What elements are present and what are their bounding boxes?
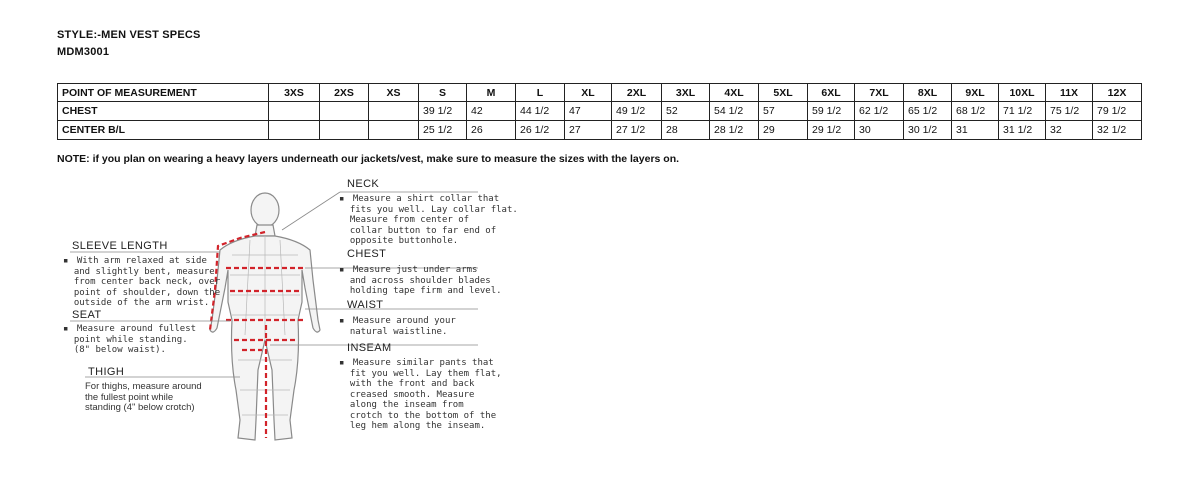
table-cell: 27 <box>565 121 612 140</box>
table-row-center-bl <box>58 121 1142 140</box>
table-cell: 26 <box>467 121 516 140</box>
table-cell: 75 1/2 <box>1046 102 1093 121</box>
table-cell: 68 1/2 <box>952 102 999 121</box>
table-cell: 30 <box>855 121 904 140</box>
row-label: CENTER B/L <box>58 121 269 140</box>
table-cell: 32 <box>1046 121 1093 140</box>
neck-description: ▪ Measure a shirt collar that fits you well. Lay collar flat. Measure from center of collar button to far end of opposite buttonhole. <box>339 194 518 247</box>
column-header: 12X <box>1093 84 1142 102</box>
chest-description: ▪ Measure just under arms and across shoulder blades holding tape firm and level. <box>339 265 502 297</box>
table-cell: 59 1/2 <box>808 102 855 121</box>
sleeve-length-description: ▪ With arm relaxed at side and slightly bent, measure from center back neck, over point of shoulder, down the outside of the arm wrist. <box>63 256 220 309</box>
column-header: 7XL <box>855 84 904 102</box>
waist-label: WAIST <box>347 299 384 311</box>
table-cell: 29 1/2 <box>808 121 855 140</box>
size-spec-table <box>57 83 1142 140</box>
column-header: 9XL <box>952 84 999 102</box>
table-cell <box>369 121 419 140</box>
table-cell: 30 1/2 <box>904 121 952 140</box>
seat-description: ▪ Measure around fullest point while standing. (8" below waist). <box>63 324 196 356</box>
table-cell: 62 1/2 <box>855 102 904 121</box>
table-cell: 47 <box>565 102 612 121</box>
column-header: 6XL <box>808 84 855 102</box>
column-header: 10XL <box>999 84 1046 102</box>
table-cell: 28 1/2 <box>710 121 759 140</box>
table-cell: 52 <box>662 102 710 121</box>
sleeve-length-label: SLEEVE LENGTH <box>72 240 168 252</box>
table-cell: 71 1/2 <box>999 102 1046 121</box>
table-cell <box>320 121 369 140</box>
table-cell <box>320 102 369 121</box>
column-header: L <box>516 84 565 102</box>
table-header-row <box>58 84 1142 102</box>
thigh-description: For thighs, measure around the fullest point while standing (4" below crotch) <box>85 381 202 413</box>
table-cell: 44 1/2 <box>516 102 565 121</box>
table-cell: 25 1/2 <box>419 121 467 140</box>
column-header: 3XS <box>269 84 320 102</box>
column-header: XL <box>565 84 612 102</box>
waist-description: ▪ Measure around your natural waistline. <box>339 316 456 337</box>
table-cell: 57 <box>759 102 808 121</box>
seat-label: SEAT <box>72 309 102 321</box>
table-cell: 79 1/2 <box>1093 102 1142 121</box>
model-number: MDM3001 <box>57 46 110 58</box>
table-cell: 31 <box>952 121 999 140</box>
table-cell: 54 1/2 <box>710 102 759 121</box>
column-header: 11X <box>1046 84 1093 102</box>
column-header: 4XL <box>710 84 759 102</box>
table-row-chest <box>58 102 1142 121</box>
inseam-description: ▪ Measure similar pants that fit you well. Lay them flat, with the front and back creased smooth. Measure along the inseam from crotch to the bottom of the leg hem along the inseam. <box>339 358 502 432</box>
inseam-label: INSEAM <box>347 342 392 354</box>
column-header: XS <box>369 84 419 102</box>
column-header: 3XL <box>662 84 710 102</box>
table-cell: 39 1/2 <box>419 102 467 121</box>
table-cell: 49 1/2 <box>612 102 662 121</box>
column-header: 2XS <box>320 84 369 102</box>
column-header: 8XL <box>904 84 952 102</box>
column-header: M <box>467 84 516 102</box>
table-cell: 27 1/2 <box>612 121 662 140</box>
column-header: 2XL <box>612 84 662 102</box>
table-cell: 65 1/2 <box>904 102 952 121</box>
chest-label: CHEST <box>347 248 387 260</box>
column-header: POINT OF MEASUREMENT <box>58 84 269 102</box>
neck-label: NECK <box>347 178 380 190</box>
table-cell <box>269 102 320 121</box>
table-cell: 29 <box>759 121 808 140</box>
table-cell: 42 <box>467 102 516 121</box>
style-title: STYLE:-MEN VEST SPECS <box>57 29 201 41</box>
table-cell: 28 <box>662 121 710 140</box>
table-cell <box>369 102 419 121</box>
table-cell: 26 1/2 <box>516 121 565 140</box>
row-label: CHEST <box>58 102 269 121</box>
table-cell: 32 1/2 <box>1093 121 1142 140</box>
thigh-label: THIGH <box>88 366 125 378</box>
table-cell: 31 1/2 <box>999 121 1046 140</box>
layering-note: NOTE: if you plan on wearing a heavy layers underneath our jackets/vest, make sure to measure the sizes with the layers on. <box>57 153 680 165</box>
column-header: 5XL <box>759 84 808 102</box>
column-header: S <box>419 84 467 102</box>
table-cell <box>269 121 320 140</box>
